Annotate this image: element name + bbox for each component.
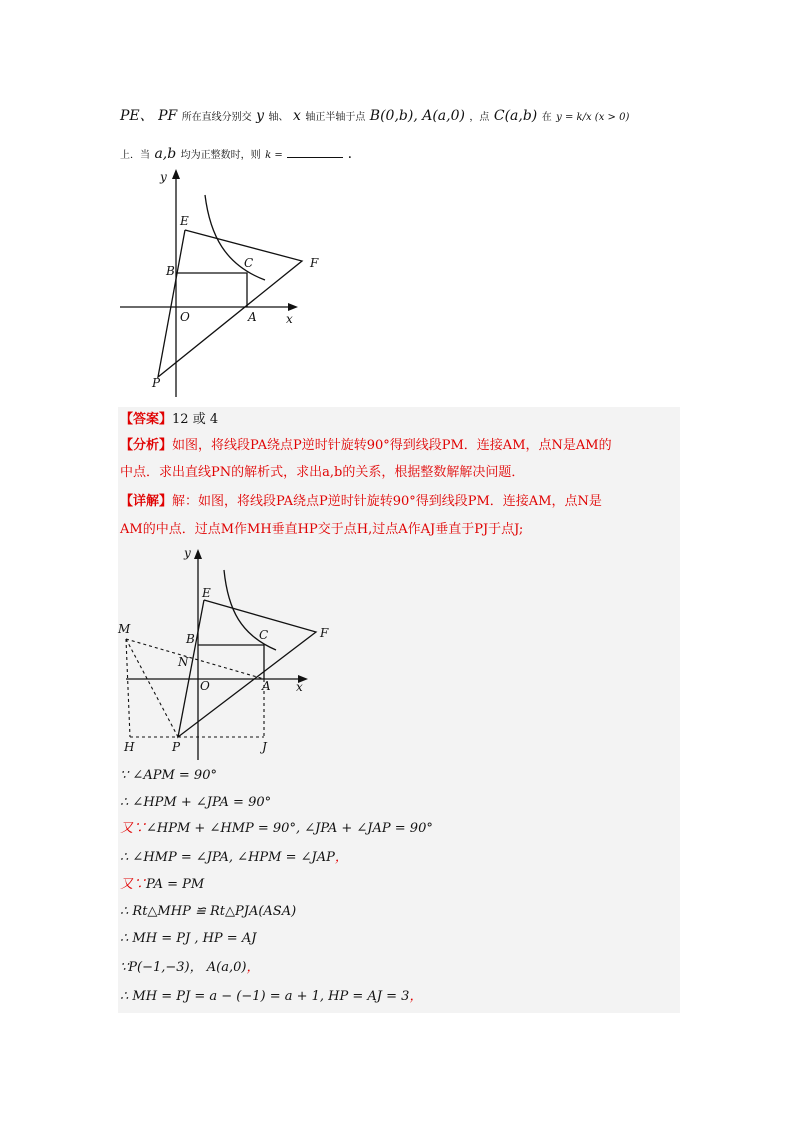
answer-tag: 【答案】 [120,412,173,427]
step-8 [120,959,259,977]
q2-seg3: 均为正整数时，则 [180,150,261,161]
step-6-prefix: ∴ [120,904,129,919]
step-8-prefix: ∵ [120,960,129,975]
analysis-tag: 【分析】 [120,438,173,453]
q1-seg10: 在 [541,112,552,123]
detail-text-2: AM的中点．过点M作MH垂直HP交于点H,过点A作AJ垂直于PJ于点J; [120,522,524,537]
fig2-label-n: N [178,655,189,669]
q1-seg4: 轴、 [268,112,289,123]
fig2-label-y: y [184,546,191,560]
fig2-label-m: M [118,622,131,636]
q1-seg9: C(a,b) [493,108,538,124]
step-6 [120,903,296,921]
step-5 [120,876,204,894]
detail-text-1: 解：如图，将线段PA绕点P逆时针旋转90°得到线段PM．连接AM，点N是 [172,494,602,509]
fig2-rectangle-bc [198,645,264,679]
fig2-hyperbola [224,570,276,650]
fig1-x-arrow [288,303,298,311]
fig2-label-p: P [172,740,181,754]
step-9-red: ， [409,989,423,1004]
fig1-label-x: x [286,312,293,326]
fig1-label-o: O [180,310,190,324]
q1-seg8: ，点 [469,112,490,123]
fig2-label-c: C [259,628,269,642]
fig1-label-p: P [152,376,161,390]
analysis-text-2: 中点．求出直线PN的解析式，求出a,b的关系，根据整数解解决问题． [120,465,525,480]
step-7 [120,930,256,948]
fig2-label-x: x [296,680,303,694]
step-4-prefix: ∴ [120,850,129,865]
q2-seg5: . [347,146,353,162]
analysis-line-2 [120,463,524,483]
fig2-label-j: J [262,740,267,754]
fig2-label-e: E [202,586,211,600]
fig1-label-c: C [244,256,254,270]
step-5-text: PA = PM [146,877,205,892]
q1-seg11: y = k/x (x > 0) [556,112,630,123]
q2-seg2: a,b [154,146,177,162]
step-1-text: ∠APM = 90° [132,768,217,783]
question-line-2 [120,143,352,166]
step-8-text: P(−1,−3)， A(a,0) [128,960,247,975]
fig2-label-f: F [320,626,329,640]
detail-tag: 【详解】 [120,494,173,509]
fig2-line-mp [126,639,178,737]
answer-line [120,410,218,430]
answer-blank [287,143,343,158]
step-4-red: ， [334,850,348,865]
step-7-prefix: ∴ [120,931,129,946]
fig1-polyline-epf [158,230,302,377]
figure-1 [110,165,319,400]
q1-seg3: y [256,108,265,124]
step-2 [120,794,271,812]
q2-seg1: 上．当 [120,150,150,161]
fig1-rectangle-bc [176,273,247,307]
fig1-label-y: y [160,170,167,184]
step-3-prefix: 又∵ [120,821,147,836]
step-1-prefix: ∵ [120,768,129,783]
question-line-1 [120,106,629,128]
fig1-label-a: A [248,310,257,324]
q1-seg6: 轴正半轴于点 [305,112,366,123]
step-4 [120,849,348,867]
figure-2 [116,545,346,765]
fig2-label-b: B [186,632,195,646]
fig2-y-arrow [194,549,202,559]
step-5-prefix: 又∵ [120,877,147,892]
q1-seg1: PE、 PF [120,108,178,124]
q1-seg2: 所在直线分别交 [181,112,252,123]
detail-line-2 [120,520,523,540]
fig1-y-arrow [172,169,180,179]
analysis-line-1 [120,436,612,456]
step-9 [120,988,422,1006]
step-9-text: MH = PJ = a − (−1) = a + 1, HP = AJ = 3 [132,989,410,1004]
step-3 [120,820,433,838]
fig2-label-h: H [124,740,135,754]
fig1-label-f: F [310,256,319,270]
detail-line-1 [120,492,602,512]
step-4-text: ∠HMP = ∠JPA, ∠HPM = ∠JAP [132,850,335,865]
step-2-prefix: ∴ [120,795,129,810]
fig2-label-o: O [200,679,210,693]
step-1 [120,767,217,785]
q1-seg7: B(0,b), A(a,0) [369,108,465,124]
q1-seg5: x [292,108,301,124]
step-6-text: Rt△MHP ≌ Rt△PJA(ASA) [132,904,297,919]
step-8-red: ， [246,960,260,975]
fig2-label-a: A [262,679,271,693]
step-3-text: ∠HPM + ∠HMP = 90°, ∠JPA + ∠JAP = 90° [146,821,433,836]
step-9-prefix: ∴ [120,989,129,1004]
fig1-label-e: E [180,214,189,228]
analysis-text-1: 如图，将线段PA绕点P逆时针旋转90°得到线段PM．连接AM，点N是AM的 [172,438,612,453]
fig1-label-b: B [166,264,175,278]
fig2-polyline-epf [178,600,316,737]
answer-value: 12 或 4 [172,412,219,427]
step-7-text: MH = PJ , HP = AJ [132,931,257,946]
fig2-line-mh [126,639,130,737]
step-2-text: ∠HPM + ∠JPA = 90° [132,795,272,810]
q2-seg4: k = [265,150,283,161]
